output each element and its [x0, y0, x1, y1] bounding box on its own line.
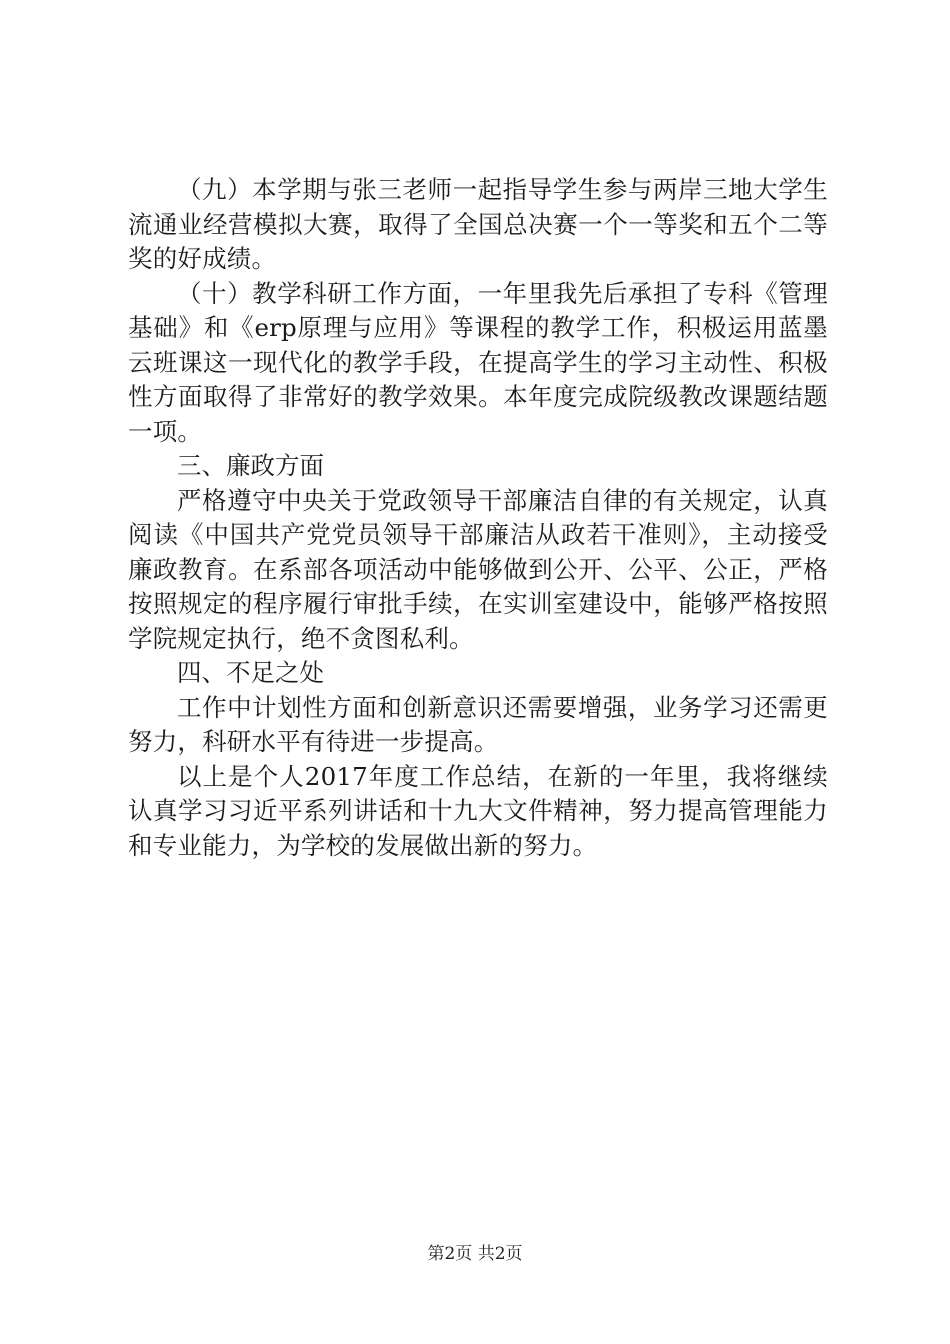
paragraph-shortcomings: 工作中计划性方面和创新意识还需要增强，业务学习还需更努力，科研水平有待进一步提高。 — [128, 692, 828, 756]
paragraph-integrity: 严格遵守中央关于党政领导干部廉洁自律的有关规定，认真阅读《中国共产党党员领导干部廉洁从政若干准则》，主动接受廉政教育。在系部各项活动中能够做到公开、公平、公正，严格按照规定的程序履行审批手续，在实训室建设中，能够严格按照学院规定执行，绝不贪图私利。 — [128, 485, 828, 653]
section-heading-integrity: 三、廉政方面 — [177, 451, 324, 480]
page-number-footer: 第2页 共2页 — [427, 1244, 523, 1264]
section-heading-shortcomings: 四、不足之处 — [177, 658, 324, 687]
paragraph-item-9: （九）本学期与张三老师一起指导学生参与两岸三地大学生流通业经营模拟大赛，取得了全国总决赛一个一等奖和五个二等奖的好成绩。 — [128, 175, 828, 273]
paragraph-conclusion: 以上是个人2017年度工作总结，在新的一年里，我将继续认真学习习近平系列讲话和十九大文件精神，努力提高管理能力和专业能力，为学校的发展做出新的努力。 — [128, 761, 828, 860]
paragraph-item-10: （十）教学科研工作方面，一年里我先后承担了专科《管理基础》和《erp原理与应用》等课程的教学工作，积极运用蓝墨云班课这一现代化的教学手段，在提高学生的学习主动性、积极性方面取得了非常好的教学效果。本年度完成院级教改课题结题一项。 — [128, 278, 828, 446]
document-body — [128, 173, 828, 863]
